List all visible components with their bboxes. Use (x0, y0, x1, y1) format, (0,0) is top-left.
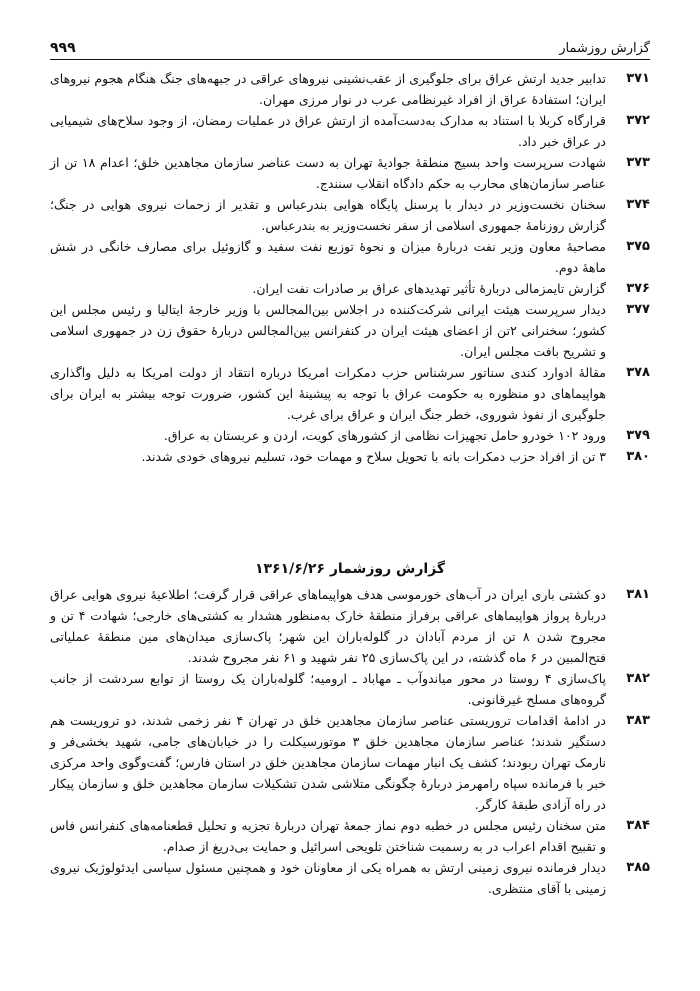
item-text: پاک‌سازی ۴ روستا در محور میاندوآب ـ مهاباد ـ ارومیه؛ گلوله‌باران یک روستا از توابع سردشت از جانب گروه‌های مسلح غیرقانونی. (50, 671, 606, 707)
list-item (50, 425, 650, 446)
section-title: گزارش روزشمار ۱۳۶۱/۶/۲۶ (254, 561, 446, 577)
item-number: ۳۸۱ (626, 587, 650, 602)
item-number: ۳۸۳ (626, 713, 650, 728)
items-list-top (50, 68, 650, 467)
list-item (50, 194, 650, 236)
list-item (50, 236, 650, 278)
list-item (50, 710, 650, 815)
page-number: ۹۹۹ (50, 40, 76, 56)
item-number: ۳۸۴ (626, 818, 650, 833)
list-item (50, 668, 650, 710)
items-list-bottom (50, 558, 650, 899)
item-number: ۳۸۵ (626, 860, 650, 875)
item-number: ۳۷۴ (626, 197, 650, 212)
item-number: ۳۸۰ (626, 449, 650, 464)
item-number: ۳۷۳ (626, 155, 650, 170)
page-header (50, 30, 650, 60)
item-text: دو کشتی باری ایران در آب‌های خورموسی هدف هواپیماهای عراقی قرار گرفت؛ اطلاعیۀ نیروی هوایی عراق دربارۀ پرواز هواپیماهای عراقی برفراز منطقۀ خارک به‌منظور هشدار به کشتی‌های خارجی؛ شهادت ۴ تن و مجروح شدن ۸ تن از مردم آبادان در گلوله‌باران این شهر؛ پاک‌سازی میدان‌های مین منطقۀ عملیاتی فتح‌المبین در ۶ ماه گذشته، در این پاک‌سازی ۲۵ نفر شهید و ۶۱ نفر مجروح شدند. (50, 587, 607, 665)
list-item (50, 152, 650, 194)
item-text: دیدار فرمانده نیروی زمینی ارتش به همراه یکی از معاونان خود و همچنین مسئول سیاسی ایدئولوژیک نیروی زمینی با آقای منتظری. (50, 860, 606, 896)
list-item (50, 299, 650, 362)
list-item (50, 110, 650, 152)
item-text: دیدار سرپرست هیئت ایرانی شرکت‌کننده در اجلاس بین‌المجالس با وزیر خارجۀ ایتالیا و رئیس مجلس این کشور؛ سخنرانی ۲تن از اعضای هیئت ایران در کنفرانس بین‌المجالس دربارۀ حقوق زن در جمهوری اسلامی و تشریح بافت مجلس ایران. (50, 302, 606, 359)
running-head: گزارش روزشمار (559, 41, 650, 56)
list-item (50, 68, 650, 110)
list-item (50, 584, 650, 668)
item-text: در ادامۀ اقدامات تروریستی عناصر سازمان مجاهدین خلق در تهران ۴ نفر زخمی شدند، دو تروریست هم دستگیر شدند؛ عناصر سازمان مجاهدین خلق ۳ موتورسیکلت را در خیابان‌های جامی، شهید بخشی‌فر و نارمک تهران ربودند؛ کشف یک انبار مهمات سازمان مجاهدین خلق در استان فارس؛ گفت‌وگوی واحد مرکزی خبر با فرمانده سپاه رامهرمز دربارۀ چگونگی متلاشی شدن تشکیلات سازمان مجاهدین خلق و سازمان پیکار در راه آزادی طبقۀ کارگر. (50, 713, 606, 812)
item-text: قرارگاه کربلا با استناد به مدارک به‌دست‌آمده از ارتش عراق در عملیات رمضان، از وجود سلاح‌های شیمیایی در عراق خبر داد. (50, 113, 606, 149)
item-number: ۳۸۲ (626, 671, 650, 686)
item-number: ۳۷۶ (626, 281, 650, 296)
item-text: مصاحبۀ معاون وزیر نفت دربارۀ میزان و نحوۀ توزیع نفت سفید و گازوئیل برای مصارف خانگی در شش ماهۀ دوم. (50, 239, 606, 275)
list-item (50, 362, 650, 425)
item-number: ۳۷۱ (626, 71, 650, 86)
item-number: ۳۷۵ (626, 239, 650, 254)
item-text: مقالۀ ادوارد کندی سناتور سرشناس حزب دمکرات امریکا درباره انتقاد از دولت امریکا به دلیل واگذاری هواپیماهای دو منظوره به حکومت عراق با توجه به پیشینۀ این کشور، ضرورت توجه بیشتر به ایران برای جلوگیری از نفوذ شوروی، خطر جنگ ایران و عراق برای غرب. (50, 365, 606, 422)
list-item (50, 278, 650, 299)
item-text: گزارش تایمزمالی دربارۀ تأثیر تهدیدهای عراق بر صادرات نفت ایران. (252, 281, 606, 296)
item-number: ۳۷۹ (626, 428, 650, 443)
item-text: متن سخنان رئیس مجلس در خطبه دوم نماز جمعۀ تهران دربارۀ تجزیه و تحلیل قطعنامه‌های کنفرانس فاس و تقبیح اقدام اعراب در به رسمیت شناختن تلویحی اسرائیل و حمایت بی‌دریغ از صدام. (50, 818, 606, 854)
list-item (50, 446, 650, 467)
item-text: سخنان نخست‌وزیر در دیدار با پرسنل پایگاه هوایی بندرعباس و تقدیر از زحمات نیروی هوایی در جنگ؛ گزارش روزنامۀ جمهوری اسلامی از سفر نخست‌وزیر به بندرعباس. (50, 197, 606, 233)
list-item (50, 815, 650, 857)
list-item (50, 857, 650, 899)
item-text: شهادت سرپرست واحد بسیج منطقۀ جوادیۀ تهران به دست عناصر سازمان مجاهدین خلق؛ اعدام ۱۸ تن از عناصر سازمان‌های محارب به حکم دادگاه انقلاب سنندج. (50, 155, 607, 191)
item-text: تدابیر جدید ارتش عراق برای جلوگیری از عقب‌نشینی نیروهای عراقی در جبهه‌های جنگ هنگام هجوم نیروهای ایران؛ استفادۀ عراق از افراد غیرنظامی عرب در نوار مرزی مهران. (50, 71, 606, 107)
item-text: ۳ تن از افراد حزب دمکرات بانه با تحویل سلاح و مهمات خود، تسلیم نیروهای خودی شدند. (141, 449, 606, 464)
item-number: ۳۷۲ (626, 113, 650, 128)
item-number: ۳۷۷ (626, 302, 650, 317)
item-number: ۳۷۸ (626, 365, 650, 380)
item-text: ورود ۱۰۲ خودرو حامل تجهیزات نظامی از کشورهای کویت، اردن و عربستان به عراق. (163, 428, 606, 443)
